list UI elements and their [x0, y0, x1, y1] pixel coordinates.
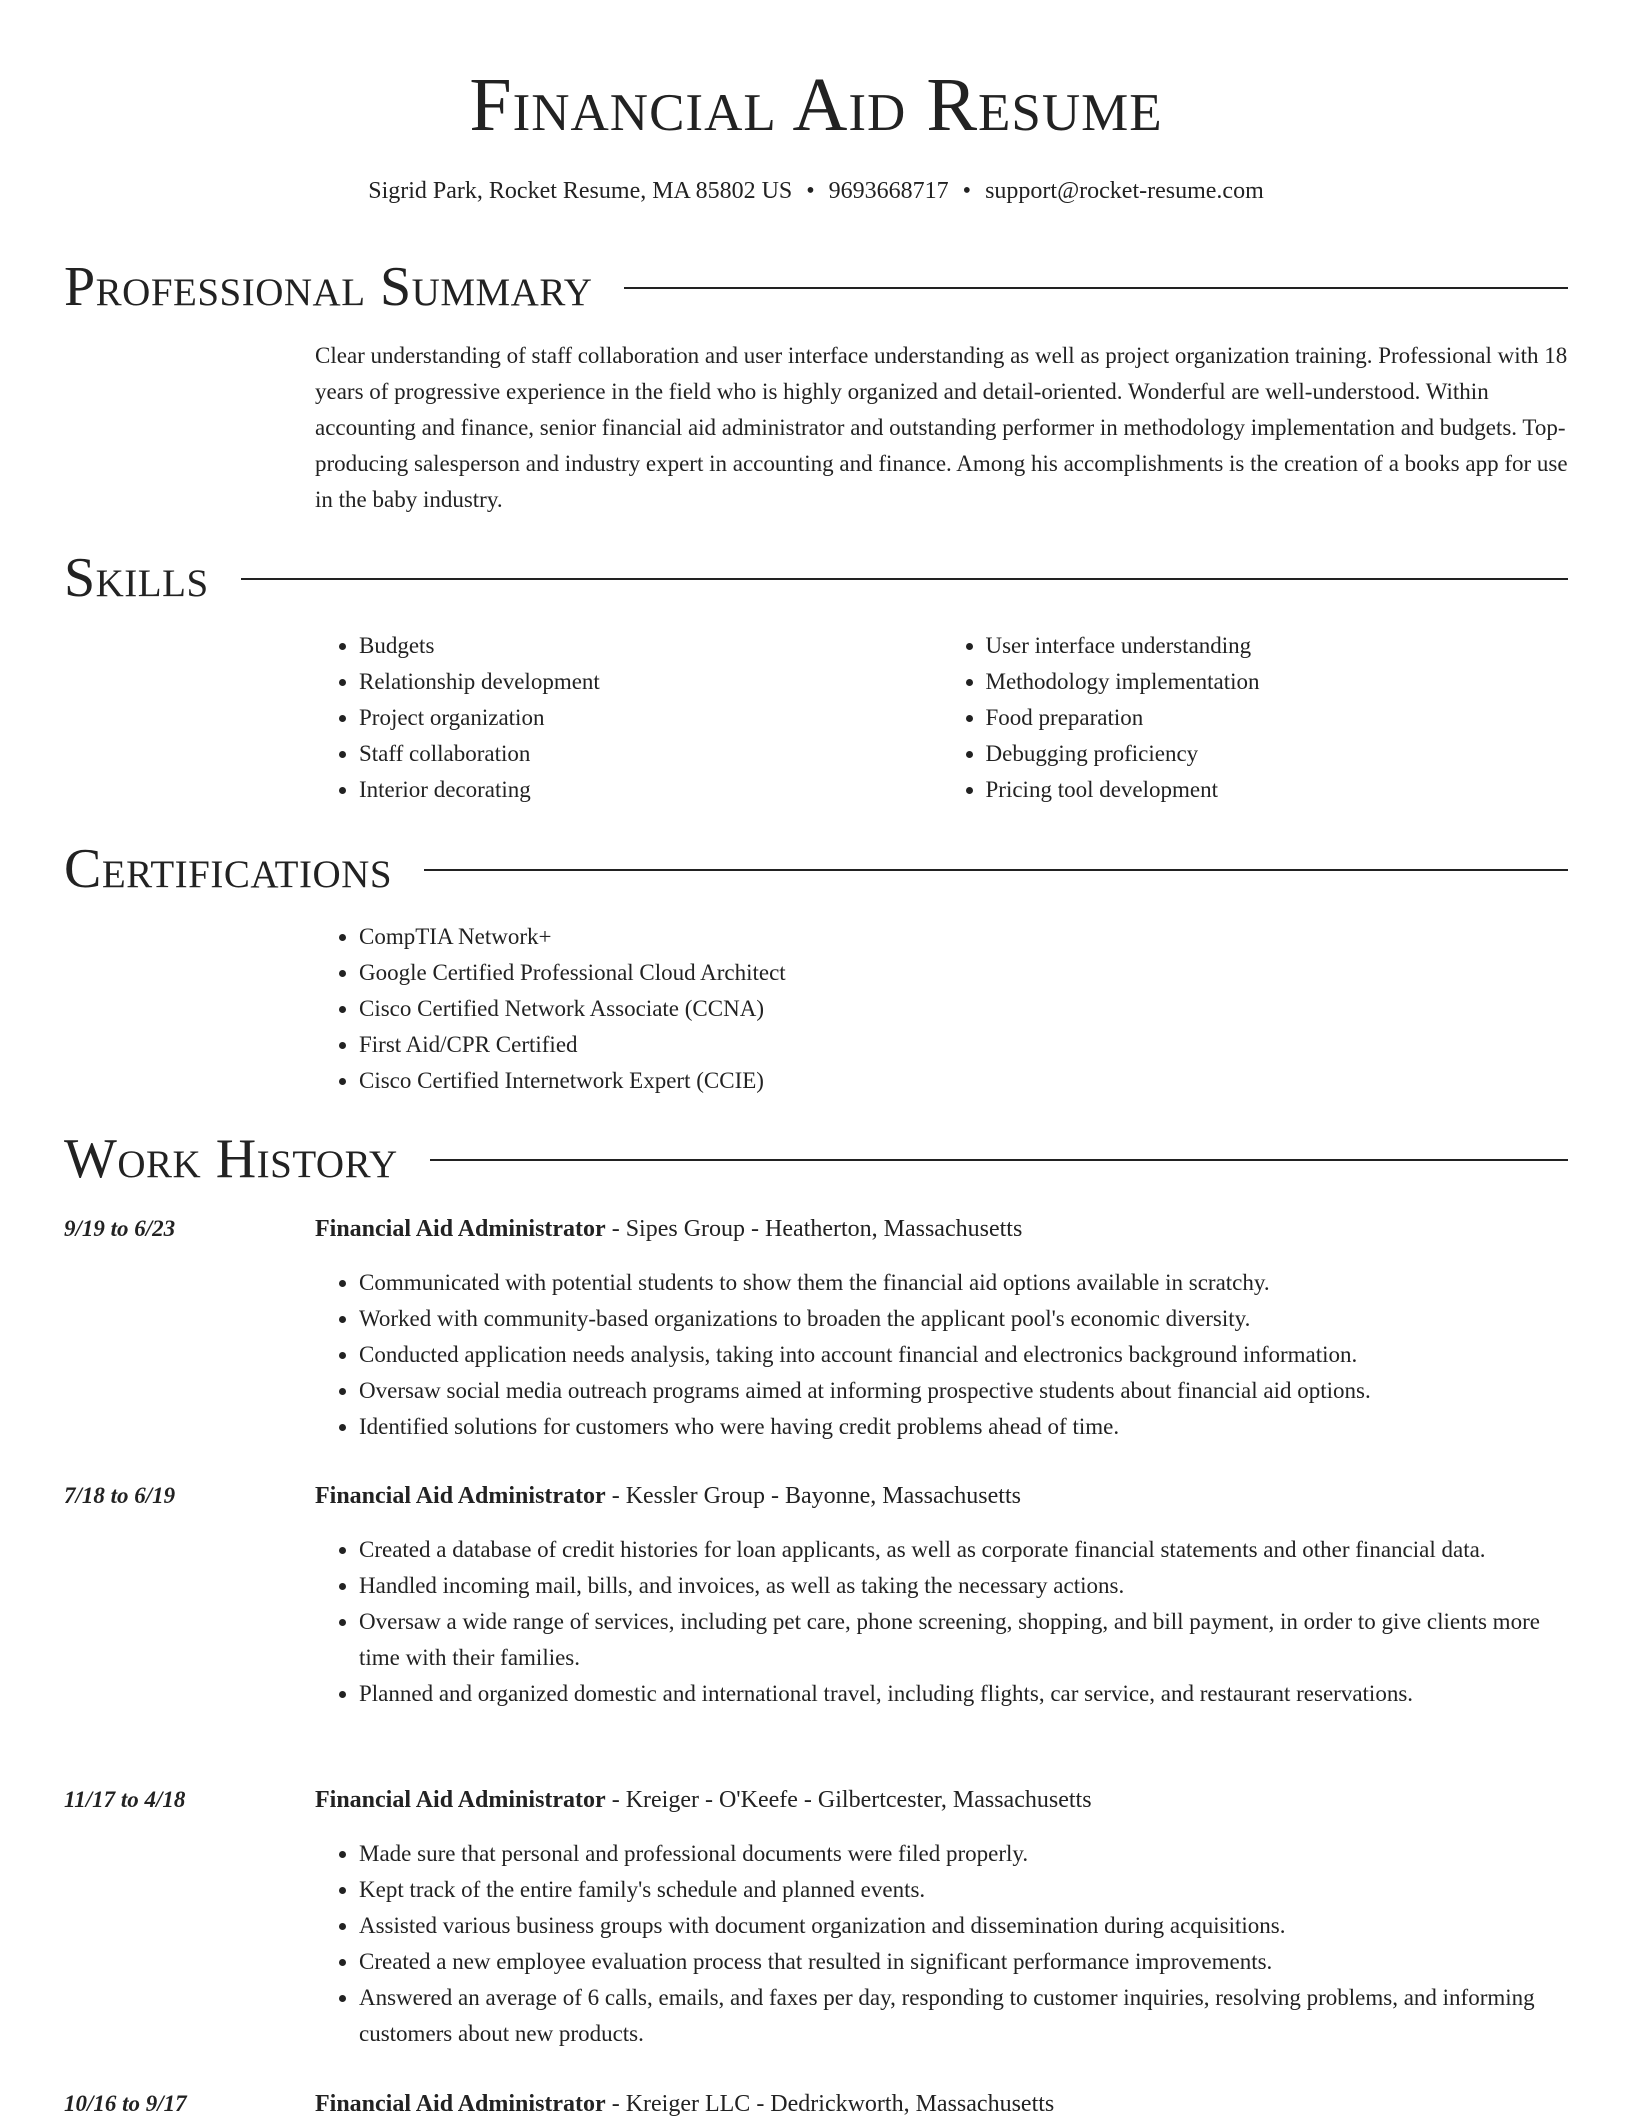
- certification-item: • Google Certified Professional Cloud Architect: [359, 955, 1568, 991]
- certification-item: • Cisco Certified Internetwork Expert (CCIE): [359, 1063, 1568, 1099]
- section-divider: [241, 578, 1568, 580]
- job-bullet: • Made sure that personal and professional documents were filed properly.: [359, 1836, 1568, 1872]
- job-employer-location: - Kreiger LLC - Dedrickworth, Massachusetts: [605, 2091, 1055, 2117]
- job-bullets: [315, 1265, 1568, 1445]
- skill-item: • Pricing tool development: [986, 772, 1569, 808]
- job-bullet: • Oversaw social media outreach programs aimed at informing prospective students about financial aid options.: [359, 1373, 1568, 1409]
- summary-text: Clear understanding of staff collaboration and user interface understanding as well as project organization training. Professional with 18 years of progressive experience in the field who is highly organized and detail-oriented. Wonderful are well-understood. Within accounting and finance, senior financial aid administrator and outstanding performer in methodology implementation and budgets. Top-producing salesperson and industry expert in accounting and finance. Among his accomplishments is the creation of a books app for use in the baby industry.: [315, 343, 1568, 512]
- skills-list-right: [942, 628, 1569, 808]
- skill-item: • Project organization: [359, 700, 942, 736]
- certification-item: • First Aid/CPR Certified: [359, 1027, 1568, 1063]
- skill-item: • User interface understanding: [986, 628, 1569, 664]
- job-employer-location: - Sipes Group - Heatherton, Massachusetts: [605, 1216, 1023, 1242]
- certification-item: • CompTIA Network+: [359, 919, 1568, 955]
- job-bullet: • Assisted various business groups with document organization and dissemination during acquisitions.: [359, 1908, 1568, 1944]
- job-bullet: • Oversaw a wide range of services, including pet care, phone screening, shopping, and bill payment, in order to give clients more time with their families.: [359, 1604, 1568, 1676]
- certification-item: • Cisco Certified Network Associate (CCNA): [359, 991, 1568, 1027]
- skills-columns: [315, 628, 1568, 808]
- job-bullet: • Planned and organized domestic and international travel, including flights, car service, and restaurant reservations.: [359, 1676, 1568, 1712]
- skill-item: • Interior decorating: [359, 772, 942, 808]
- job-bullet: • Worked with community-based organizations to broaden the applicant pool's economic diversity.: [359, 1301, 1568, 1337]
- certifications-list: [315, 919, 1568, 1099]
- job-heading: [315, 2086, 1054, 2122]
- document-title: Financial Aid Resume: [469, 63, 1163, 147]
- job-bullets: [315, 1532, 1568, 1712]
- skill-item: • Budgets: [359, 628, 942, 664]
- skill-item: • Staff collaboration: [359, 736, 942, 772]
- contact-email: support@rocket-resume.com: [985, 178, 1264, 204]
- section-divider: [624, 287, 1568, 289]
- job-bullet: • Communicated with potential students to show them the financial aid options available in scratchy.: [359, 1265, 1568, 1301]
- job-title: Financial Aid Administrator: [315, 1787, 606, 1813]
- job-dates: 7/18 to 6/19: [64, 1483, 176, 1508]
- skill-item: • Debugging proficiency: [986, 736, 1569, 772]
- job-bullet: • Handled incoming mail, bills, and invoices, as well as taking the necessary actions.: [359, 1568, 1568, 1604]
- job-bullet: • Kept track of the entire family's schedule and planned events.: [359, 1872, 1568, 1908]
- job-employer-location: - Kreiger - O'Keefe - Gilbertcester, Massachusetts: [605, 1787, 1092, 1813]
- certifications-heading: Certifications: [64, 838, 393, 900]
- job-bullet: • Created a new employee evaluation process that resulted in significant performance improvements.: [359, 1944, 1568, 1980]
- job-bullet: • Identified solutions for customers who were having credit problems ahead of time.: [359, 1409, 1568, 1445]
- job-bullets: [315, 1836, 1568, 2052]
- certifications-section-header: [64, 837, 1568, 901]
- job-dates: 9/19 to 6/23: [64, 1216, 176, 1241]
- summary-section-header: [64, 255, 1568, 319]
- skills-body: [315, 628, 1568, 808]
- job-title: Financial Aid Administrator: [315, 1216, 606, 1242]
- job-dates: 11/17 to 4/18: [64, 1787, 186, 1812]
- job-title: Financial Aid Administrator: [315, 1483, 606, 1509]
- work-history-heading: Work History: [64, 1128, 398, 1190]
- job-bullet: • Conducted application needs analysis, taking into account financial and electronics background information.: [359, 1337, 1568, 1373]
- skills-list-left: [315, 628, 942, 808]
- skill-item: • Relationship development: [359, 664, 942, 700]
- job-heading: [315, 1478, 1021, 1514]
- skills-heading: Skills: [64, 547, 209, 609]
- job-heading: [315, 1211, 1022, 1247]
- summary-body: [315, 338, 1568, 518]
- skill-item: • Food preparation: [986, 700, 1569, 736]
- contact-separator: •: [962, 178, 972, 204]
- job-heading: [315, 1782, 1092, 1818]
- contact-phone: 9693668717: [828, 178, 949, 204]
- certifications-body: [315, 919, 1568, 1099]
- skill-item: • Methodology implementation: [986, 664, 1569, 700]
- job-dates: 10/16 to 9/17: [64, 2091, 187, 2116]
- job-employer-location: - Kessler Group - Bayonne, Massachusetts: [605, 1483, 1021, 1509]
- work-history-section-header: [64, 1127, 1568, 1191]
- contact-separator: •: [806, 178, 815, 204]
- job-bullet: • Created a database of credit histories for loan applicants, as well as corporate financial statements and other financial data.: [359, 1532, 1568, 1568]
- section-divider: [424, 869, 1568, 871]
- contact-address: Sigrid Park, Rocket Resume, MA 85802 US: [368, 178, 793, 204]
- summary-heading: Professional Summary: [64, 256, 593, 318]
- job-bullet: • Answered an average of 6 calls, emails, and faxes per day, responding to customer inquiries, resolving problems, and informing customers about new products.: [359, 1980, 1568, 2052]
- skills-section-header: [64, 546, 1568, 610]
- section-divider: [430, 1159, 1568, 1161]
- contact-line: [0, 174, 1632, 208]
- job-title: Financial Aid Administrator: [315, 2091, 606, 2117]
